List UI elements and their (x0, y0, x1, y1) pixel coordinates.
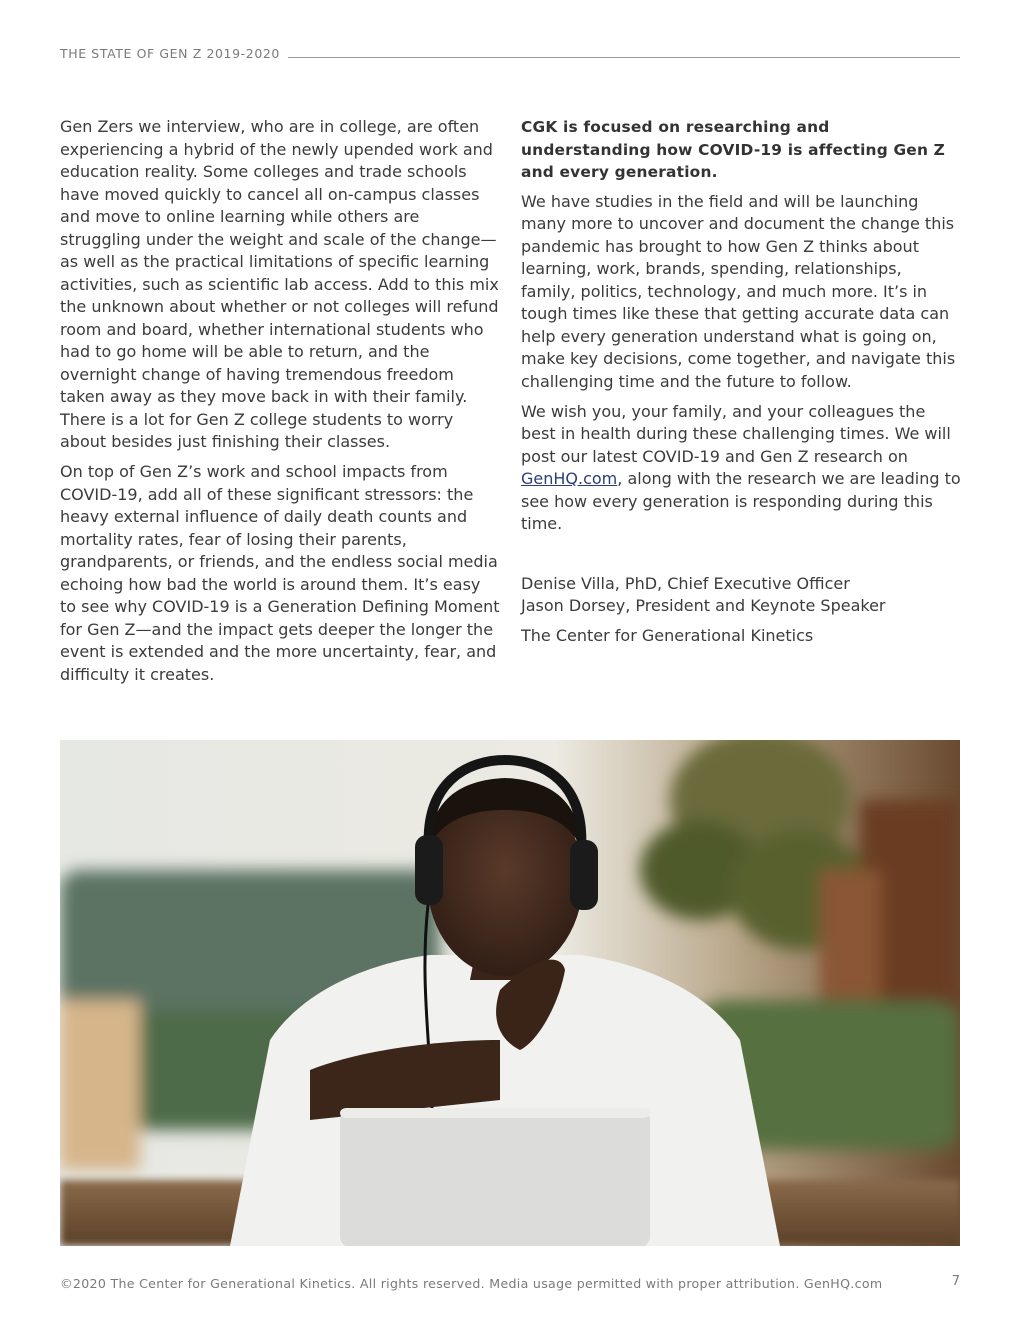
student-photo (60, 740, 960, 1246)
signatory-2: Jason Dorsey, President and Keynote Speaker (521, 596, 886, 615)
right-column (521, 116, 961, 655)
signatory-1: Denise Villa, PhD, Chief Executive Officer (521, 573, 850, 593)
headphone-left (415, 835, 443, 905)
left-paragraph-1: Gen Zers we interview, who are in college, are often experiencing a hybrid of the newly upended work and education reality. Some colleges and trade schools have moved quickly to cancel all on-campus classes and move to online learning while others are struggling under the weight and scale of the change—as well as the practical limitations of specific learning activities, such as scientific lab access. Add to this mix the unknown about whether or not colleges will refund room and board, whether international students who had to go home will be able to return, and the overnight change of having tremendous freedom taken away as they move back in with their family. There is a lot for Gen Z college students to worry about besides just finishing their classes. (60, 117, 499, 451)
left-column (60, 116, 500, 694)
page-number: 7 (951, 1274, 960, 1289)
right-paragraph-2 (521, 401, 961, 536)
organization-name: The Center for Generational Kinetics (521, 626, 814, 645)
footer-copyright: ©2020 The Center for Generational Kinetics. All rights reserved. Media usage permitted with proper attribution. GenHQ.com (60, 1276, 883, 1291)
header-rule (288, 57, 960, 58)
photo-illustration (60, 740, 960, 1246)
report-title: THE STATE OF GEN Z 2019-2020 (60, 46, 284, 61)
headphone-right (570, 840, 598, 910)
left-paragraph-2: On top of Gen Z’s work and school impacts from COVID-19, add all of these significant stressors: the heavy external influence of daily death counts and mortality rates, fear of losing their parents, grandparents, or friends, and the endless social media echoing how bad the world is around them. It’s easy to see why COVID-19 is a Generation Defining Moment for Gen Z—and the impact gets deeper the longer the event is extended and the more uncertainty, fear, and difficulty it creates. (60, 462, 500, 684)
laptop (340, 1108, 650, 1246)
paragraph-text: We wish you, your family, and your colleagues the best in health during these challenging times. We will post our latest COVID-19 and Gen Z research on (521, 401, 951, 466)
genhq-link[interactable]: GenHQ.com (521, 469, 618, 488)
lead-statement: CGK is focused on researching and understanding how COVID-19 is affecting Gen Z and every generation. (521, 118, 946, 181)
laptop-edge (340, 1108, 650, 1118)
paragraph-text: , along with the research we are leading to see how every generation is responding during this time. (521, 469, 961, 533)
page-header (60, 46, 960, 66)
signatories (521, 573, 961, 618)
right-paragraph-1: We have studies in the field and will be launching many more to uncover and document the change this pandemic has brought to how Gen Z thinks about learning, work, brands, spending, relationships, family, politics, technology, and much more. It’s in tough times like these that getting accurate data can help every generation understand what is going on, make key decisions, come together, and navigate this challenging time and the future to follow. (521, 191, 956, 391)
